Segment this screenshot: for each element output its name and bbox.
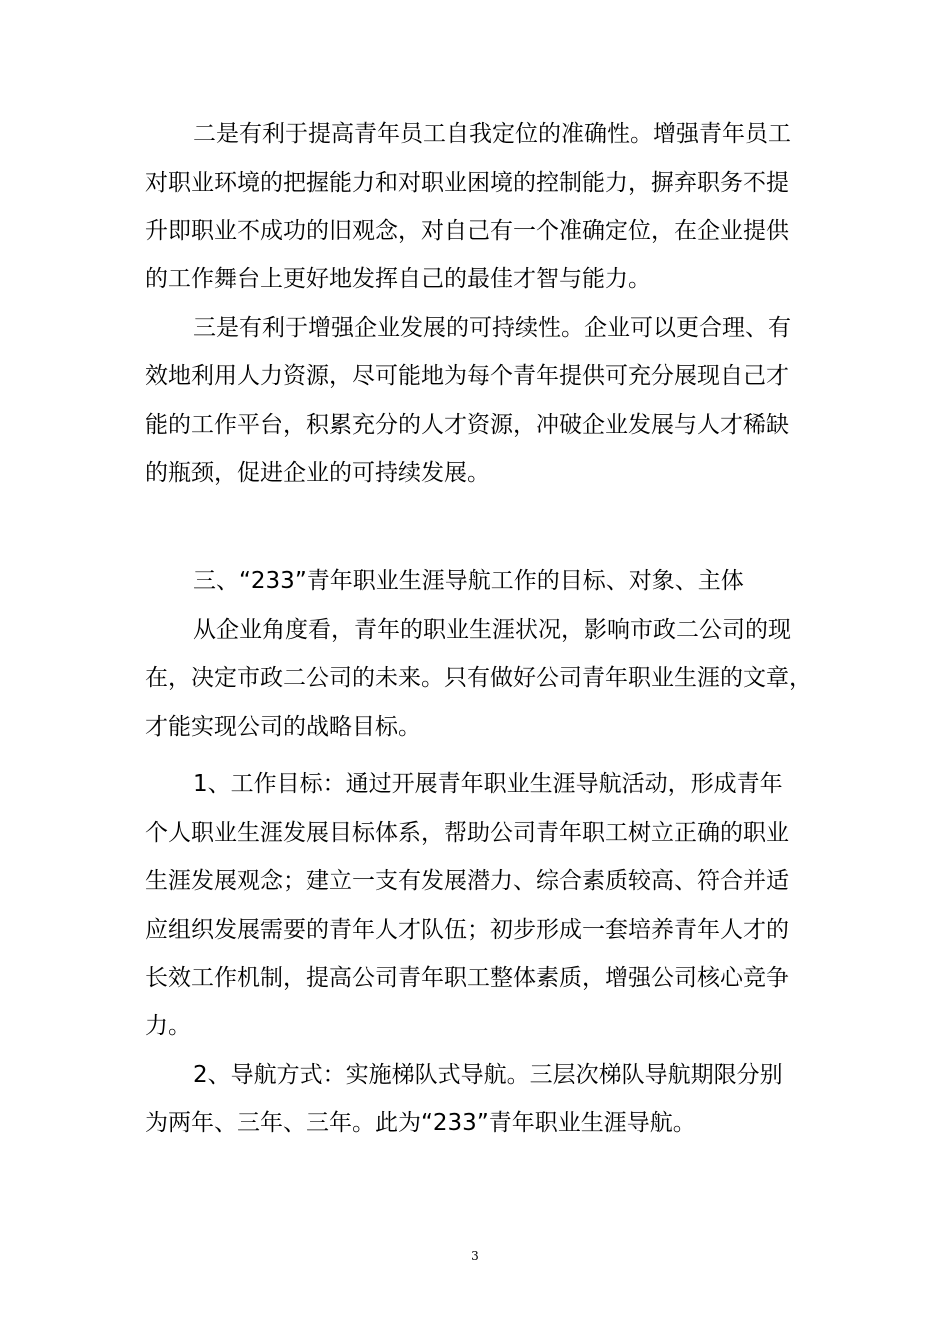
text-line: 1、工作目标：通过开展青年职业生涯导航活动，形成青年 — [193, 771, 783, 797]
section-heading: 三、“233”青年职业生涯导航工作的目标、对象、主体 — [193, 568, 744, 594]
text-line: 二是有利于提高青年员工自我定位的准确性。增强青年员工 — [193, 121, 791, 147]
text-line: 生涯发展观念；建立一支有发展潜力、综合素质较高、符合并适 — [145, 868, 789, 894]
text-line: 为两年、三年、三年。此为“233”青年职业生涯导航。 — [145, 1110, 696, 1136]
text-line: 的瓶颈，促进企业的可持续发展。 — [145, 460, 490, 486]
text-line: 应组织发展需要的青年人才队伍；初步形成一套培养青年人才的 — [145, 917, 789, 943]
text-line: 的工作舞台上更好地发挥自己的最佳才智与能力。 — [145, 266, 651, 292]
text-line: 能的工作平台，积累充分的人才资源，冲破企业发展与人才稀缺 — [145, 412, 789, 438]
page-number: 3 — [471, 1249, 479, 1263]
text-line: 升即职业不成功的旧观念，对自己有一个准确定位，在企业提供 — [145, 218, 789, 244]
text-line: 在，决定市政二公司的未来。只有做好公司青年职业生涯的文章， — [145, 665, 812, 691]
text-line: 个人职业生涯发展目标体系，帮助公司青年职工树立正确的职业 — [145, 820, 789, 846]
text-line: 从企业角度看，青年的职业生涯状况，影响市政二公司的现 — [193, 617, 791, 643]
text-line: 力。 — [145, 1013, 191, 1039]
text-line: 才能实现公司的战略目标。 — [145, 714, 421, 740]
text-line: 三是有利于增强企业发展的可持续性。企业可以更合理、有 — [193, 315, 791, 341]
text-line: 长效工作机制，提高公司青年职工整体素质，增强公司核心竞争 — [145, 965, 789, 991]
text-line: 效地利用人力资源，尽可能地为每个青年提供可充分展现自己才 — [145, 363, 789, 389]
text-line: 对职业环境的把握能力和对职业困境的控制能力，摒弃职务不提 — [145, 170, 789, 196]
text-line: 2、导航方式：实施梯队式导航。三层次梯队导航期限分别 — [193, 1062, 783, 1088]
